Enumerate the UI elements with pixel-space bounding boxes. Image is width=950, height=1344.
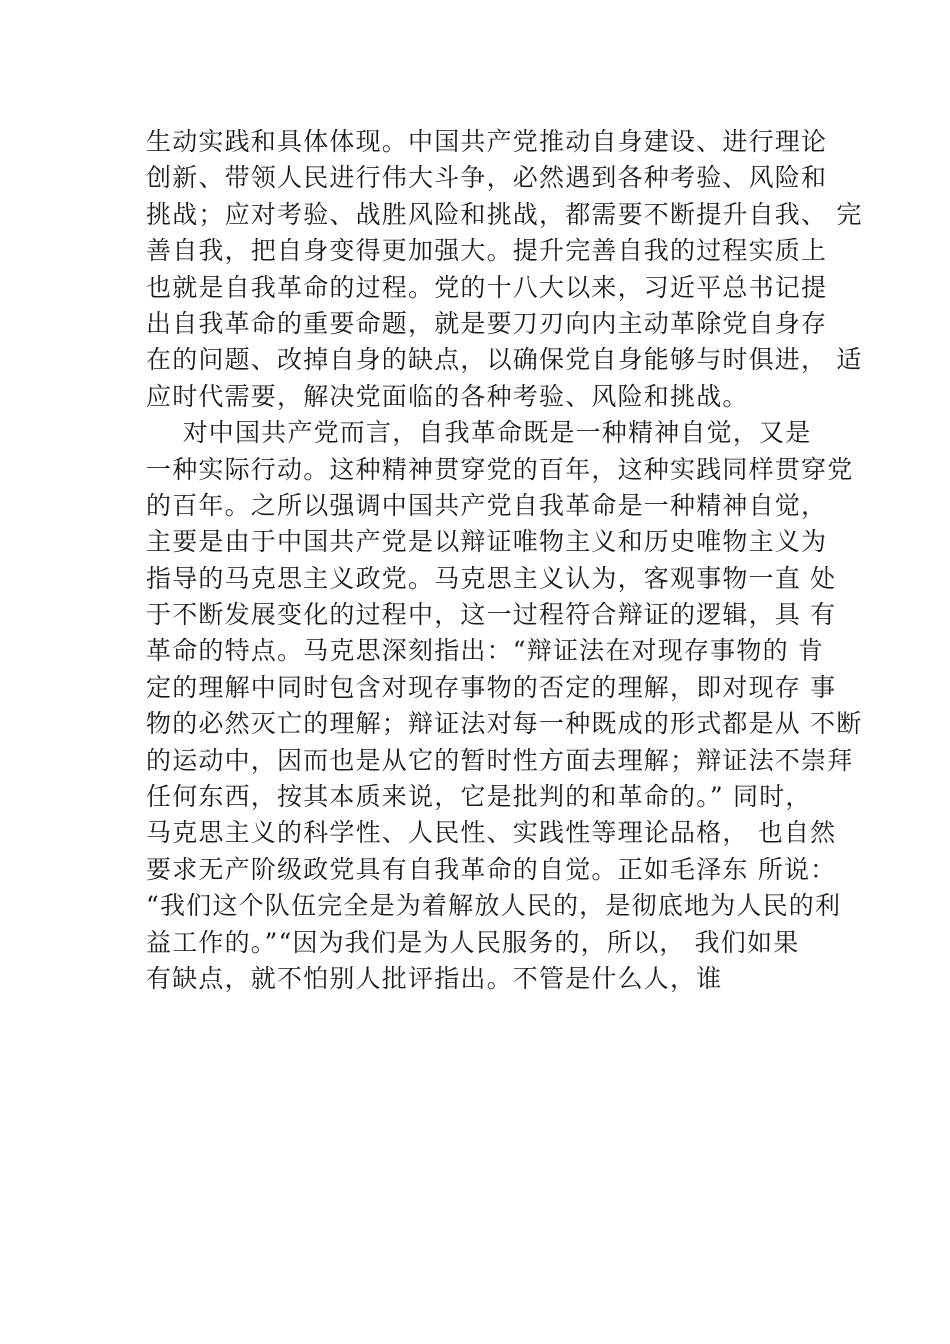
body-text (146, 124, 863, 997)
text-line: 有缺点，就不怕别人批评指出。不管是什么人，谁 (146, 963, 723, 993)
text-line: 任何东西，按其本质来说，它是批判的和革命的。” 同时， (146, 782, 812, 812)
text-line: 要求无产阶级政党具有自我革命的自觉。正如毛泽东 所说： (146, 854, 837, 884)
text-line: 指导的马克思主义政党。马克思主义认为，客观事物一直 处 (146, 563, 837, 593)
text-line: 马克思主义的科学性、人民性、实践性等理论品格， 也自然 (146, 818, 837, 848)
text-line: 于不断发展变化的过程中，这一过程符合辩证的逻辑，具 有 (146, 600, 837, 630)
text-line: 在的问题、改掉自身的缺点，以确保党自身能够与时俱进， 适 (146, 345, 863, 375)
text-line: 的百年。之所以强调中国共产党自我革命是一种精神自觉， (146, 490, 828, 520)
text-line: 应时代需要，解决党面临的各种考验、风险和挑战。 (146, 381, 749, 411)
text-line: 物的必然灭亡的理解；辩证法对每一种既成的形式都是从 不断 (146, 709, 863, 739)
text-line: 益工作的。”“因为我们是为人民服务的，所以， 我们如果 (146, 927, 800, 957)
text-line: 革命的特点。马克思深刻指出：“辩证法在对现存事物的 肯 (146, 636, 825, 666)
text-line: 挑战；应对考验、战胜风险和挑战，都需要不断提升自我、 完 (146, 199, 863, 229)
text-line: 创新、带领人民进行伟大斗争，必然遇到各种考验、风险和 (146, 163, 828, 193)
text-line: 对中国共产党而言，自我革命既是一种精神自觉，又是 (146, 418, 812, 448)
text-line: 出自我革命的重要命题，就是要刀刃向内主动革除党自身存 (146, 308, 828, 338)
text-line: 主要是由于中国共产党是以辩证唯物主义和历史唯物主义为 (146, 527, 828, 557)
text-line: 生动实践和具体体现。中国共产党推动自身建设、进行理论 (146, 127, 828, 156)
text-line: 的运动中，因而也是从它的暂时性方面去理解；辩证法不崇拜 (146, 745, 854, 775)
text-line: 善自我，把自身变得更加强大。提升完善自我的过程实质上 (146, 236, 828, 266)
text-line: “我们这个队伍完全是为着解放人民的，是彻底地为人民的利 (146, 891, 842, 921)
text-line: 一种实际行动。这种精神贯穿党的百年，这种实践同样贯穿党 (146, 454, 854, 484)
text-line: 也就是自我革命的过程。党的十八大以来，习近平总书记提 (146, 272, 828, 302)
text-line: 定的理解中同时包含对现存事物的否定的理解，即对现存 事 (146, 672, 837, 702)
